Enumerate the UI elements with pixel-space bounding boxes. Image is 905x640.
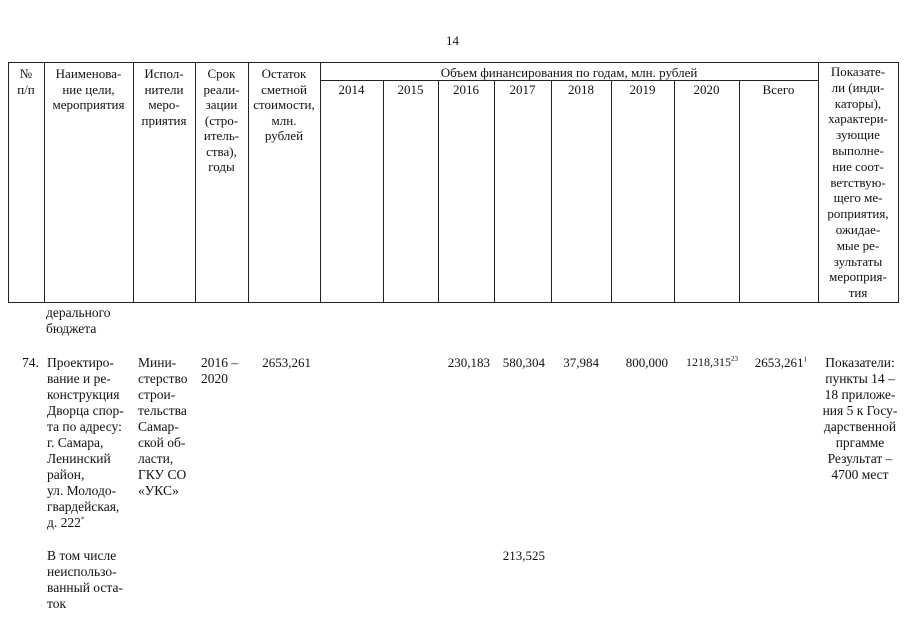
row-2016: 230,183	[447, 355, 490, 370]
row-2019: 800,000	[625, 355, 668, 370]
header-term: Срок реали- зации (стро- итель- ства), годы	[203, 66, 240, 174]
row-total: 2653,261$^1$	[754, 355, 807, 370]
page-number: 14	[446, 33, 459, 48]
header-num: № п/п	[17, 66, 35, 97]
subrow-label: В том числе неиспользо- ванный оста- ток	[47, 548, 123, 611]
header-indicators: Показате- ли (инди- каторы), характери- зующие выполне- ние соот- ветствую- щего ме- роприятия, ожидае- мые ре- зультаты мероприя- тия	[827, 64, 889, 301]
row-indicators: Показатели: пункты 14 – 18 приложе- ния 5 к Госу- дарственной пргамме Результат – 4700 мест	[822, 355, 898, 482]
header-year-2019: 2019	[629, 82, 656, 97]
row-2017: 580,304	[502, 355, 545, 370]
header-year-2017: 2017	[509, 82, 536, 97]
header-year-2014: 2014	[338, 82, 365, 97]
row-name: Проектиро- вание и ре- конструкция Дворца спор- та по адресу: г. Самара, Ленинский район, ул. Молодо- гвардейская, д. 222*	[47, 355, 124, 530]
header-executors: Испол- нители меро- приятия	[141, 66, 187, 128]
row-number: 74.	[22, 355, 39, 370]
subrow-2017: 213,525	[502, 548, 545, 563]
header-year-2015: 2015	[397, 82, 424, 97]
header-year-2018: 2018	[568, 82, 594, 97]
footnote-ref-1: 1	[803, 355, 807, 364]
row-balance: 2653,261	[262, 355, 311, 370]
carry-text: дерального бюджета	[46, 305, 111, 336]
row-term: 2016 – 2020	[201, 355, 239, 386]
footnote-ref-23: 23	[731, 355, 738, 363]
header-total: Всего	[762, 82, 795, 97]
row-executors: Мини- стерство строи- тельства Самар- ской об- ласти, ГКУ СО «УКС»	[138, 355, 188, 498]
row-2020: 1218,315$^{23}$	[686, 355, 738, 369]
footnote-mark: *	[80, 515, 85, 524]
header-financing-title: Объем финансирования по годам, млн. рублей	[440, 65, 698, 80]
row-2018: 37,984	[563, 355, 599, 370]
header-year-2020: 2020	[693, 82, 720, 97]
header-year-2016: 2016	[453, 82, 479, 97]
header-balance: Остаток сметной стоимости, млн. рублей	[253, 66, 315, 143]
header-name: Наименова- ние цели, мероприятия	[52, 66, 125, 112]
